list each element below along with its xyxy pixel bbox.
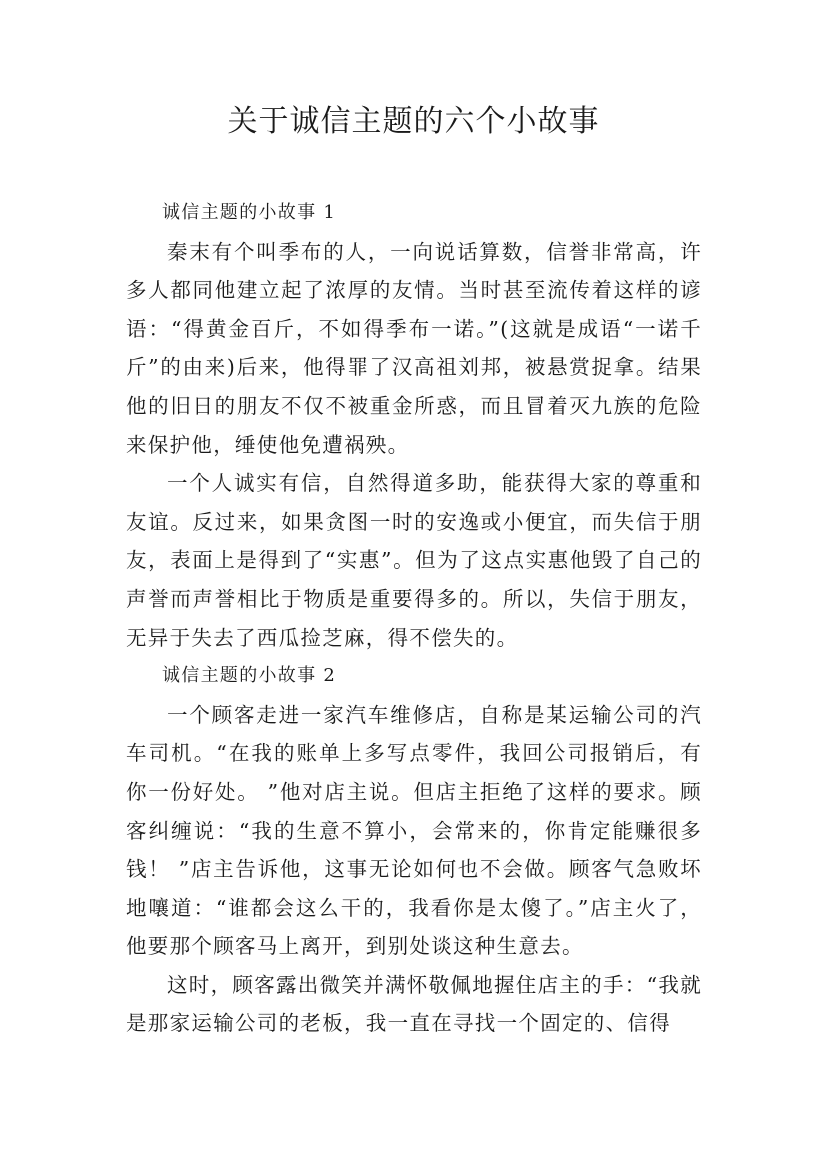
document-title: 关于诚信主题的六个小故事 [227,104,600,139]
paragraph: 秦末有个叫季布的人，一向说话算数，信誉非常高，许多人都同他建立起了浓厚的友情。当时甚至流传着这样的谚语：“得黄金百斤，不如得季布一诺。”(这就是成语“一诺千斤”的由来)后来，他得罪了汉高祖刘邦，被悬赏捉拿。结果他的旧日的朋友不仅不被重金所惑，而且冒着灭九族的危险来保护他，缍使他免遭祸殃。 [126,239,702,457]
paragraph: 一个人诚实有信，自然得道多助，能获得大家的尊重和友谊。反过来，如果贪图一时的安逸或小便宜，而失信于朋友，表面上是得到了“实惠”。但为了这点实惠他毁了自己的声誉而声誉相比于物质是重要得多的。所以，失信于朋友，无异于失去了西瓜捡芝麻，得不偿失的。 [126,471,702,650]
document-body [126,194,702,1043]
section-heading-1: 诚信主题的小故事 1 [162,202,337,223]
paragraph: 一个顾客走进一家汽车维修店，自称是某运输公司的汽车司机。“在我的账单上多写点零件，我回公司报销后，有你一份好处。 ”他对店主说。但店主拒绝了这样的要求。顾客纠缠说：“我的生意不算小，会常来的，你肯定能赚很多钱！ ”店主告诉他，这事无论如何也不会做。顾客气急败坏地嚷道：“谁都会这么干的，我看你是太傻了。”店主火了，他要那个顾客马上离开，到别处谈这种生意去。 [126,702,702,959]
paragraph: 这时，顾客露出微笑并满怀敬佩地握住店主的手：“我就是那家运输公司的老板，我一直在寻找一个固定的、信得 [126,972,702,1036]
section-heading-2: 诚信主题的小故事 2 [162,665,337,687]
